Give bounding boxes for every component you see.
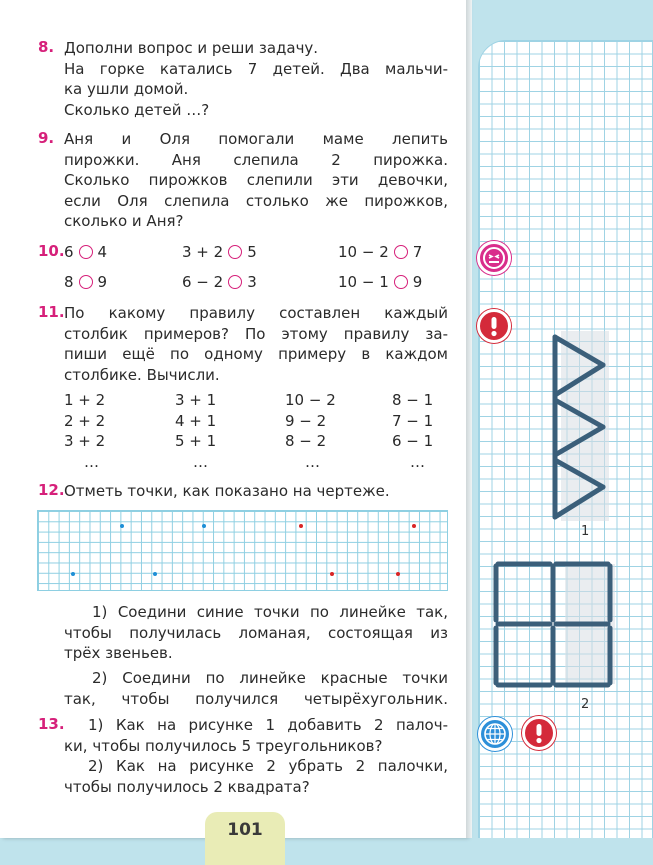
blue-point bbox=[202, 524, 206, 528]
task-12-sub1: 1) Соедини синие точки по линейке так, чтобы получилась ломаная, состоящая из трёх звеньев. bbox=[64, 603, 448, 662]
example-column-1: 1 + 2 2 + 2 3 + 2 … bbox=[64, 391, 106, 471]
task-12-title: Отметь точки, как показано на чертеже. bbox=[64, 482, 390, 500]
compare-circle[interactable] bbox=[79, 245, 93, 259]
task-13-number: 13. bbox=[38, 715, 65, 733]
task-11-line: столбик примеров? По этому правилу за- bbox=[64, 324, 448, 343]
globe-icon[interactable] bbox=[478, 717, 512, 751]
compare-item: 10 − 1 9 bbox=[338, 273, 423, 291]
task-9-number: 9. bbox=[38, 129, 55, 147]
exclamation-icon[interactable] bbox=[477, 309, 511, 343]
task-12-number: 12. bbox=[38, 481, 65, 499]
compare-circle[interactable] bbox=[79, 275, 93, 289]
compare-item: 6 4 bbox=[64, 243, 108, 261]
red-point bbox=[396, 572, 400, 576]
example-column-2: 3 + 1 4 + 1 5 + 1 … bbox=[175, 391, 217, 471]
task-11-line: пиши ещё по одному примеру в каждом bbox=[64, 345, 448, 363]
task-9-line: сколько и Аня? bbox=[64, 212, 184, 230]
blue-point bbox=[71, 572, 75, 576]
task-8-text bbox=[64, 38, 448, 120]
task-8-line: Сколько детей …? bbox=[64, 100, 210, 119]
figure-1-sticks bbox=[545, 325, 615, 525]
compare-circle[interactable] bbox=[394, 245, 408, 259]
red-point bbox=[330, 572, 334, 576]
blue-point bbox=[120, 524, 124, 528]
page-edge bbox=[466, 0, 472, 838]
example-column-3: 10 − 2 9 − 2 8 − 2 … bbox=[285, 391, 336, 471]
compare-circle[interactable] bbox=[228, 275, 242, 289]
task-9-line: пирожки. Аня слепила 2 пирожка. bbox=[64, 150, 448, 169]
page-number: 101 bbox=[205, 812, 285, 865]
smile-badge-icon[interactable] bbox=[477, 241, 511, 275]
red-point bbox=[412, 524, 416, 528]
blue-point bbox=[153, 572, 157, 576]
example-column-4: 8 − 1 7 − 1 6 − 1 … bbox=[392, 391, 434, 471]
task-10-number: 10. bbox=[38, 242, 65, 260]
figure-2-label: 2 bbox=[581, 697, 590, 712]
task-9-line: Сколько пирожков слепили эти девочки, bbox=[64, 171, 448, 189]
task-8-line: Дополни вопрос и реши задачу. bbox=[64, 39, 319, 57]
task-12-sub2: 2) Соедини по линейке красные точки так, чтобы получился четырёхугольник. bbox=[64, 669, 448, 708]
task-8-number: 8. bbox=[38, 38, 55, 56]
task-11-line: столбике. Вычисли. bbox=[64, 365, 220, 384]
figure-1-label: 1 bbox=[581, 524, 590, 539]
task-13-text: 1) Как на рисунке 1 добавить 2 палоч- ки, чтобы получилось 5 треугольников? 2) Как на рисунке 2 убрать 2 палочки, чтобы получилось 2 квадрата? bbox=[64, 716, 448, 796]
task-9-text bbox=[64, 129, 448, 232]
task-8-line: ка ушли домой. bbox=[64, 80, 189, 98]
compare-circle[interactable] bbox=[394, 275, 408, 289]
task-11-line: По какому правилу составлен каждый bbox=[64, 304, 448, 322]
compare-circle[interactable] bbox=[228, 245, 242, 259]
task-11-text bbox=[64, 303, 448, 385]
dot-grid[interactable] bbox=[37, 510, 448, 591]
task-9-line: Аня и Оля помогали маме лепить bbox=[64, 130, 448, 148]
compare-item: 3 + 2 5 bbox=[182, 243, 257, 261]
task-8-line: На горке катались 7 детей. Два мальчи- bbox=[64, 59, 448, 78]
figure-2-sticks bbox=[490, 558, 615, 693]
bottom-strip bbox=[0, 838, 653, 865]
compare-item: 8 9 bbox=[64, 273, 108, 291]
compare-item: 10 − 2 7 bbox=[338, 243, 423, 261]
exclamation-icon[interactable] bbox=[522, 716, 556, 750]
red-point bbox=[299, 524, 303, 528]
compare-item: 6 − 2 3 bbox=[182, 273, 257, 291]
task-9-line: если Оля слепила столько же пирожков, bbox=[64, 191, 448, 210]
task-11-number: 11. bbox=[38, 303, 65, 321]
